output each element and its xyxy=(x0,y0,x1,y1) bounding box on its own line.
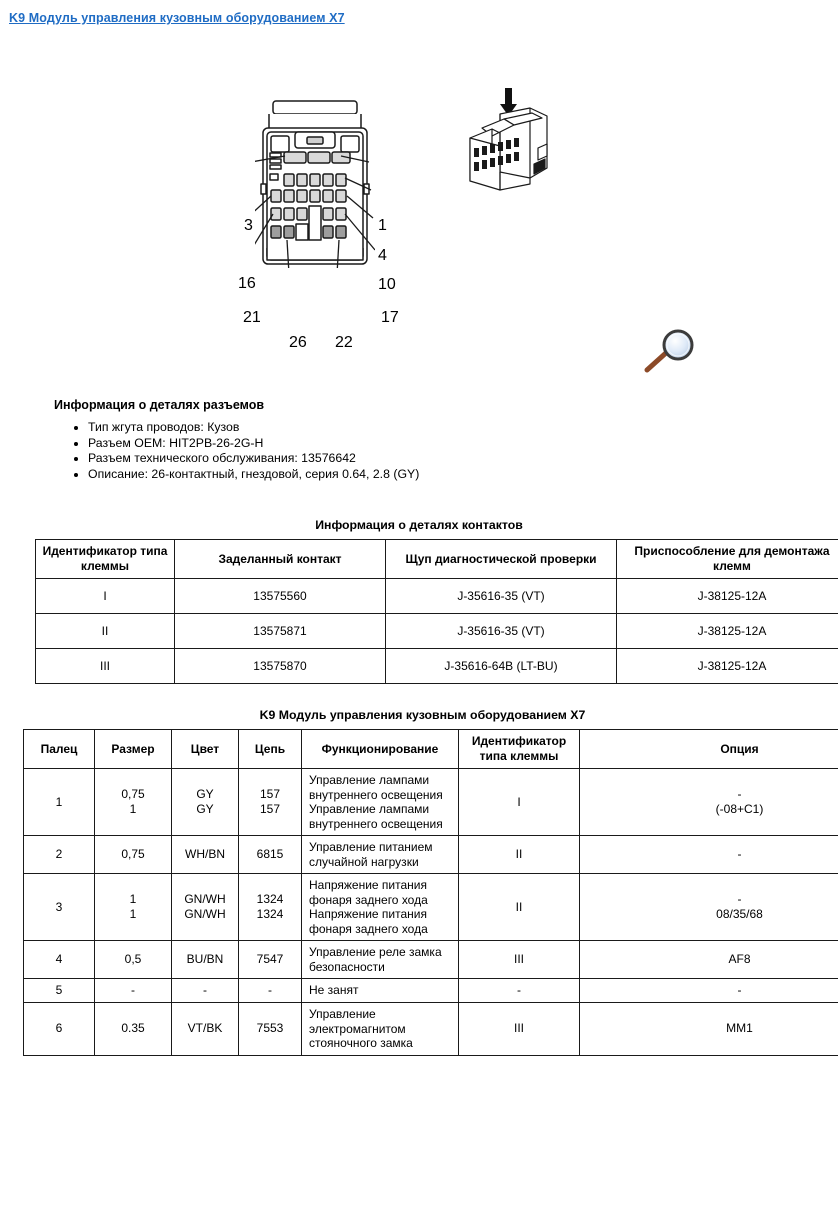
cell-terminal-type-id: III xyxy=(459,1003,580,1056)
cell-color: - xyxy=(172,979,239,1003)
pins-section xyxy=(23,708,822,1056)
cell-line: 0,75 xyxy=(121,786,145,801)
cell-line: (-08+C1) xyxy=(715,802,764,816)
list-item: • Описание: 26-контактный, гнездовой, серия 0.64, 2.8 (GY) xyxy=(88,467,614,483)
table-row xyxy=(36,614,838,649)
cell-circuit xyxy=(239,874,302,941)
magnifier-icon[interactable] xyxy=(640,327,700,377)
cell-size: 0,5 xyxy=(95,941,172,979)
cell-terminal-type-id: - xyxy=(459,979,580,1003)
connector-info-heading: Информация о деталях разъемов xyxy=(54,398,265,412)
cell-size xyxy=(95,769,172,836)
pin-label-26: 26 xyxy=(289,334,307,351)
column-header-pin: Палец xyxy=(24,730,95,769)
cell-pin: 3 xyxy=(24,874,95,941)
table-row xyxy=(24,979,838,1003)
contacts-table xyxy=(35,539,838,684)
table-row xyxy=(24,836,838,874)
cell-test-probe: J-35616-35 (VT) xyxy=(386,614,617,649)
cell-color xyxy=(172,769,239,836)
pin-label-21: 21 xyxy=(243,309,261,326)
cell-line: Управление лампами внутреннего освещения xyxy=(309,802,443,831)
table-row xyxy=(36,649,838,684)
cell-size: 0.35 xyxy=(95,1003,172,1056)
column-header-circuit: Цепь xyxy=(239,730,302,769)
cell-option: MM1 xyxy=(580,1003,838,1056)
cell-terminal-number: 13575871 xyxy=(175,614,386,649)
table-row xyxy=(24,1003,838,1056)
cell-terminal-number: 13575870 xyxy=(175,649,386,684)
page-title-link[interactable]: K9 Модуль управления кузовным оборудованием X7 xyxy=(9,11,345,25)
cell-terminal-type-id: II xyxy=(459,874,580,941)
cell-line: GN/WH xyxy=(184,907,226,921)
cell-line: 08/35/68 xyxy=(716,907,763,921)
cell-function xyxy=(302,874,459,941)
column-header-color: Цвет xyxy=(172,730,239,769)
cell-line: 1 xyxy=(129,907,137,921)
cell-circuit: 6815 xyxy=(239,836,302,874)
cell-color: VT/BK xyxy=(172,1003,239,1056)
cell-pin: 6 xyxy=(24,1003,95,1056)
cell-line: 1324 xyxy=(256,891,284,906)
cell-line: - xyxy=(737,786,742,801)
cell-test-probe: J-35616-64B (LT-BU) xyxy=(386,649,617,684)
table-row xyxy=(24,874,838,941)
table-row xyxy=(24,769,838,836)
pin-label-4: 4 xyxy=(378,247,387,264)
cell-pin: 2 xyxy=(24,836,95,874)
cell-option xyxy=(580,874,838,941)
cell-size xyxy=(95,874,172,941)
column-header-terminal-type-id: Идентификатор типа клеммы xyxy=(36,540,175,579)
cell-function: Управление реле замка безопасности xyxy=(302,941,459,979)
contacts-section xyxy=(35,518,830,684)
cell-terminal-type-id: III xyxy=(459,941,580,979)
cell-removal-tool: J-38125-12A xyxy=(617,614,838,649)
cell-line: - xyxy=(737,891,742,906)
cell-function: Управление электромагнитом стояночного замка xyxy=(302,1003,459,1056)
cell-terminal-type-id: II xyxy=(36,614,175,649)
cell-line: 157 xyxy=(259,786,281,801)
column-header-size: Размер xyxy=(95,730,172,769)
cell-function xyxy=(302,769,459,836)
contacts-table-caption: Информация о деталях контактов xyxy=(315,518,523,532)
cell-color xyxy=(172,874,239,941)
cell-test-probe: J-35616-35 (VT) xyxy=(386,579,617,614)
column-header-function: Функционирование xyxy=(302,730,459,769)
cell-line: GY xyxy=(196,802,214,816)
pin-label-16: 16 xyxy=(238,275,256,292)
pins-table-caption: K9 Модуль управления кузовным оборудованием X7 xyxy=(259,708,586,722)
column-header-test-probe: Щуп диагностической проверки xyxy=(386,540,617,579)
cell-terminal-number: 13575560 xyxy=(175,579,386,614)
cell-color: WH/BN xyxy=(172,836,239,874)
cell-line: GN/WH xyxy=(184,891,226,906)
table-header-row xyxy=(36,540,838,579)
cell-size: 0,75 xyxy=(95,836,172,874)
cell-removal-tool: J-38125-12A xyxy=(617,579,838,614)
cell-line: Напряжение питания фонаря заднего хода xyxy=(309,907,428,936)
pin-label-1: 1 xyxy=(378,217,387,234)
cell-pin: 1 xyxy=(24,769,95,836)
connector-info-list xyxy=(54,420,614,482)
cell-terminal-type-id: I xyxy=(459,769,580,836)
connector-diagram xyxy=(0,78,838,351)
connector-front-view xyxy=(255,98,375,268)
list-item: • Разъем OEM: HIT2PB-26-2G-H xyxy=(88,436,614,452)
cell-line: 157 xyxy=(259,802,281,816)
cell-circuit: 7553 xyxy=(239,1003,302,1056)
cell-circuit: 7547 xyxy=(239,941,302,979)
cell-terminal-type-id: III xyxy=(36,649,175,684)
table-row xyxy=(36,579,838,614)
connector-iso-view xyxy=(452,86,562,206)
connector-part-info xyxy=(54,398,614,482)
column-header-option: Опция xyxy=(580,730,838,769)
cell-line: Напряжение питания фонаря заднего хода xyxy=(309,878,428,907)
pin-label-10: 10 xyxy=(378,276,396,293)
cell-pin: 4 xyxy=(24,941,95,979)
cell-line: 1 xyxy=(129,891,137,906)
pin-label-3: 3 xyxy=(244,217,253,234)
cell-color: BU/BN xyxy=(172,941,239,979)
cell-option: - xyxy=(580,836,838,874)
cell-option: AF8 xyxy=(580,941,838,979)
list-item: • Тип жгута проводов: Кузов xyxy=(88,420,614,436)
pin-label-17: 17 xyxy=(381,309,399,326)
cell-terminal-type-id: I xyxy=(36,579,175,614)
column-header-terminal-id: Идентификатор типа клеммы xyxy=(459,730,580,769)
cell-line: 1 xyxy=(129,802,137,816)
cell-option xyxy=(580,769,838,836)
column-header-terminal: Заделанный контакт xyxy=(175,540,386,579)
cell-pin: 5 xyxy=(24,979,95,1003)
cell-line: Управление лампами внутреннего освещения xyxy=(309,773,443,802)
cell-circuit xyxy=(239,769,302,836)
cell-option: - xyxy=(580,979,838,1003)
table-row xyxy=(24,941,838,979)
cell-terminal-type-id: II xyxy=(459,836,580,874)
list-item: • Разъем технического обслуживания: 13576642 xyxy=(88,451,614,467)
cell-circuit: - xyxy=(239,979,302,1003)
cell-removal-tool: J-38125-12A xyxy=(617,649,838,684)
cell-size: - xyxy=(95,979,172,1003)
pin-label-22: 22 xyxy=(335,334,353,351)
pins-table xyxy=(23,729,838,1056)
cell-line: GY xyxy=(196,786,214,801)
table-header-row xyxy=(24,730,838,769)
column-header-removal-tool: Приспособление для демонтажа клемм xyxy=(617,540,838,579)
cell-line: 1324 xyxy=(256,907,284,921)
cell-function: Не занят xyxy=(302,979,459,1003)
cell-function: Управление питанием случайной нагрузки xyxy=(302,836,459,874)
